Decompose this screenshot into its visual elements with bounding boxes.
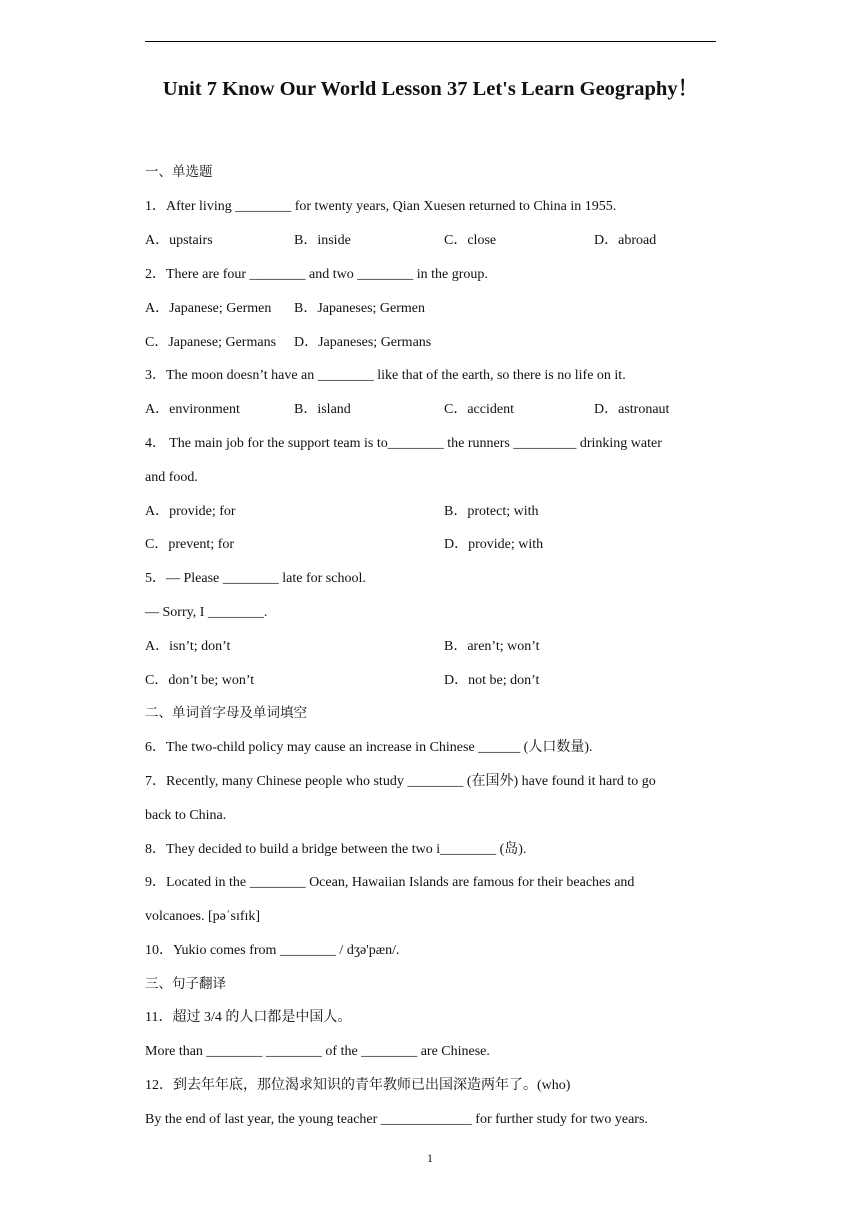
q4-option-a: A．provide; for — [145, 504, 236, 519]
q2-option-d: D．Japaneses; Germans — [294, 335, 432, 350]
question-5-line-2: — Sorry, I ________. — [145, 605, 268, 620]
question-11-answer: More than ________ ________ of the ________ are Chinese. — [145, 1044, 490, 1059]
document-title: Unit 7 Know Our World Lesson 37 Let's Learn Geography！ — [162, 78, 699, 100]
question-9-line-1: 9．Located in the ________ Ocean, Hawaiian Islands are famous for their beaches and — [145, 875, 635, 890]
q5-option-d: D．not be; don’t — [444, 673, 540, 688]
section-heading-translation: 三、句子翻译 — [145, 976, 226, 992]
section-heading-single-choice: 一、单选题 — [145, 164, 213, 180]
q2-option-a: A．Japanese; Germen — [145, 301, 272, 316]
q1-option-d: D．abroad — [594, 233, 657, 248]
question-4-line-2: and food. — [145, 470, 198, 485]
question-9-line-2: volcanoes. [pəˈsɪfɪk] — [145, 909, 261, 924]
q2-option-c: C．Japanese; Germans — [145, 335, 277, 350]
question-7-line-2: back to China. — [145, 808, 227, 823]
q3-option-a: A．environment — [145, 402, 240, 417]
question-10: 10．Yukio comes from ________ / dʒə'pæn/. — [145, 943, 400, 958]
page-number: 1 — [427, 1151, 433, 1165]
question-6: 6．The two-child policy may cause an increase in Chinese ______ (人口数量). — [145, 740, 593, 755]
question-5-line-1: 5．— Please ________ late for school. — [145, 571, 366, 586]
q1-option-a: A．upstairs — [145, 233, 213, 248]
q5-option-b: B．aren’t; won’t — [444, 639, 540, 654]
question-2: 2．There are four ________ and two ________ in the group. — [145, 267, 488, 282]
question-12-answer: By the end of last year, the young teacher _____________ for further study for two years. — [145, 1112, 648, 1127]
q4-option-d: D．provide; with — [444, 537, 544, 552]
question-3: 3．The moon doesn’t have an ________ like that of the earth, so there is no life on it. — [145, 368, 626, 383]
question-12-prompt: 12．到去年年底，那位渴求知识的青年教师已出国深造两年了。(who) — [145, 1078, 571, 1093]
question-7-line-1: 7．Recently, many Chinese people who study ________ (在国外) have found it hard to go — [145, 774, 656, 789]
q2-option-b: B．Japaneses; Germen — [294, 301, 426, 316]
q3-option-c: C．accident — [444, 402, 514, 417]
question-8: 8．They decided to build a bridge between the two i________ (岛). — [145, 842, 527, 857]
q1-option-b: B．inside — [294, 233, 351, 248]
q4-option-b: B．protect; with — [444, 504, 539, 519]
q5-option-a: A．isn’t; don’t — [145, 639, 231, 654]
question-4-line-1: 4． The main job for the support team is to________ the runners _________ drinking water — [145, 436, 662, 451]
q3-option-d: D．astronaut — [594, 402, 670, 417]
q4-option-c: C．prevent; for — [145, 537, 235, 552]
question-11-prompt: 11．超过 3/4 的人口都是中国人。 — [145, 1010, 352, 1025]
section-heading-word-fill: 二、单词首字母及单词填空 — [145, 705, 307, 721]
q5-option-c: C．don’t be; won’t — [145, 673, 255, 688]
header-rule — [145, 41, 716, 42]
q3-option-b: B．island — [294, 402, 351, 417]
q1-option-c: C．close — [444, 233, 497, 248]
question-1: 1．After living ________ for twenty years, Qian Xuesen returned to China in 1955. — [145, 199, 617, 214]
